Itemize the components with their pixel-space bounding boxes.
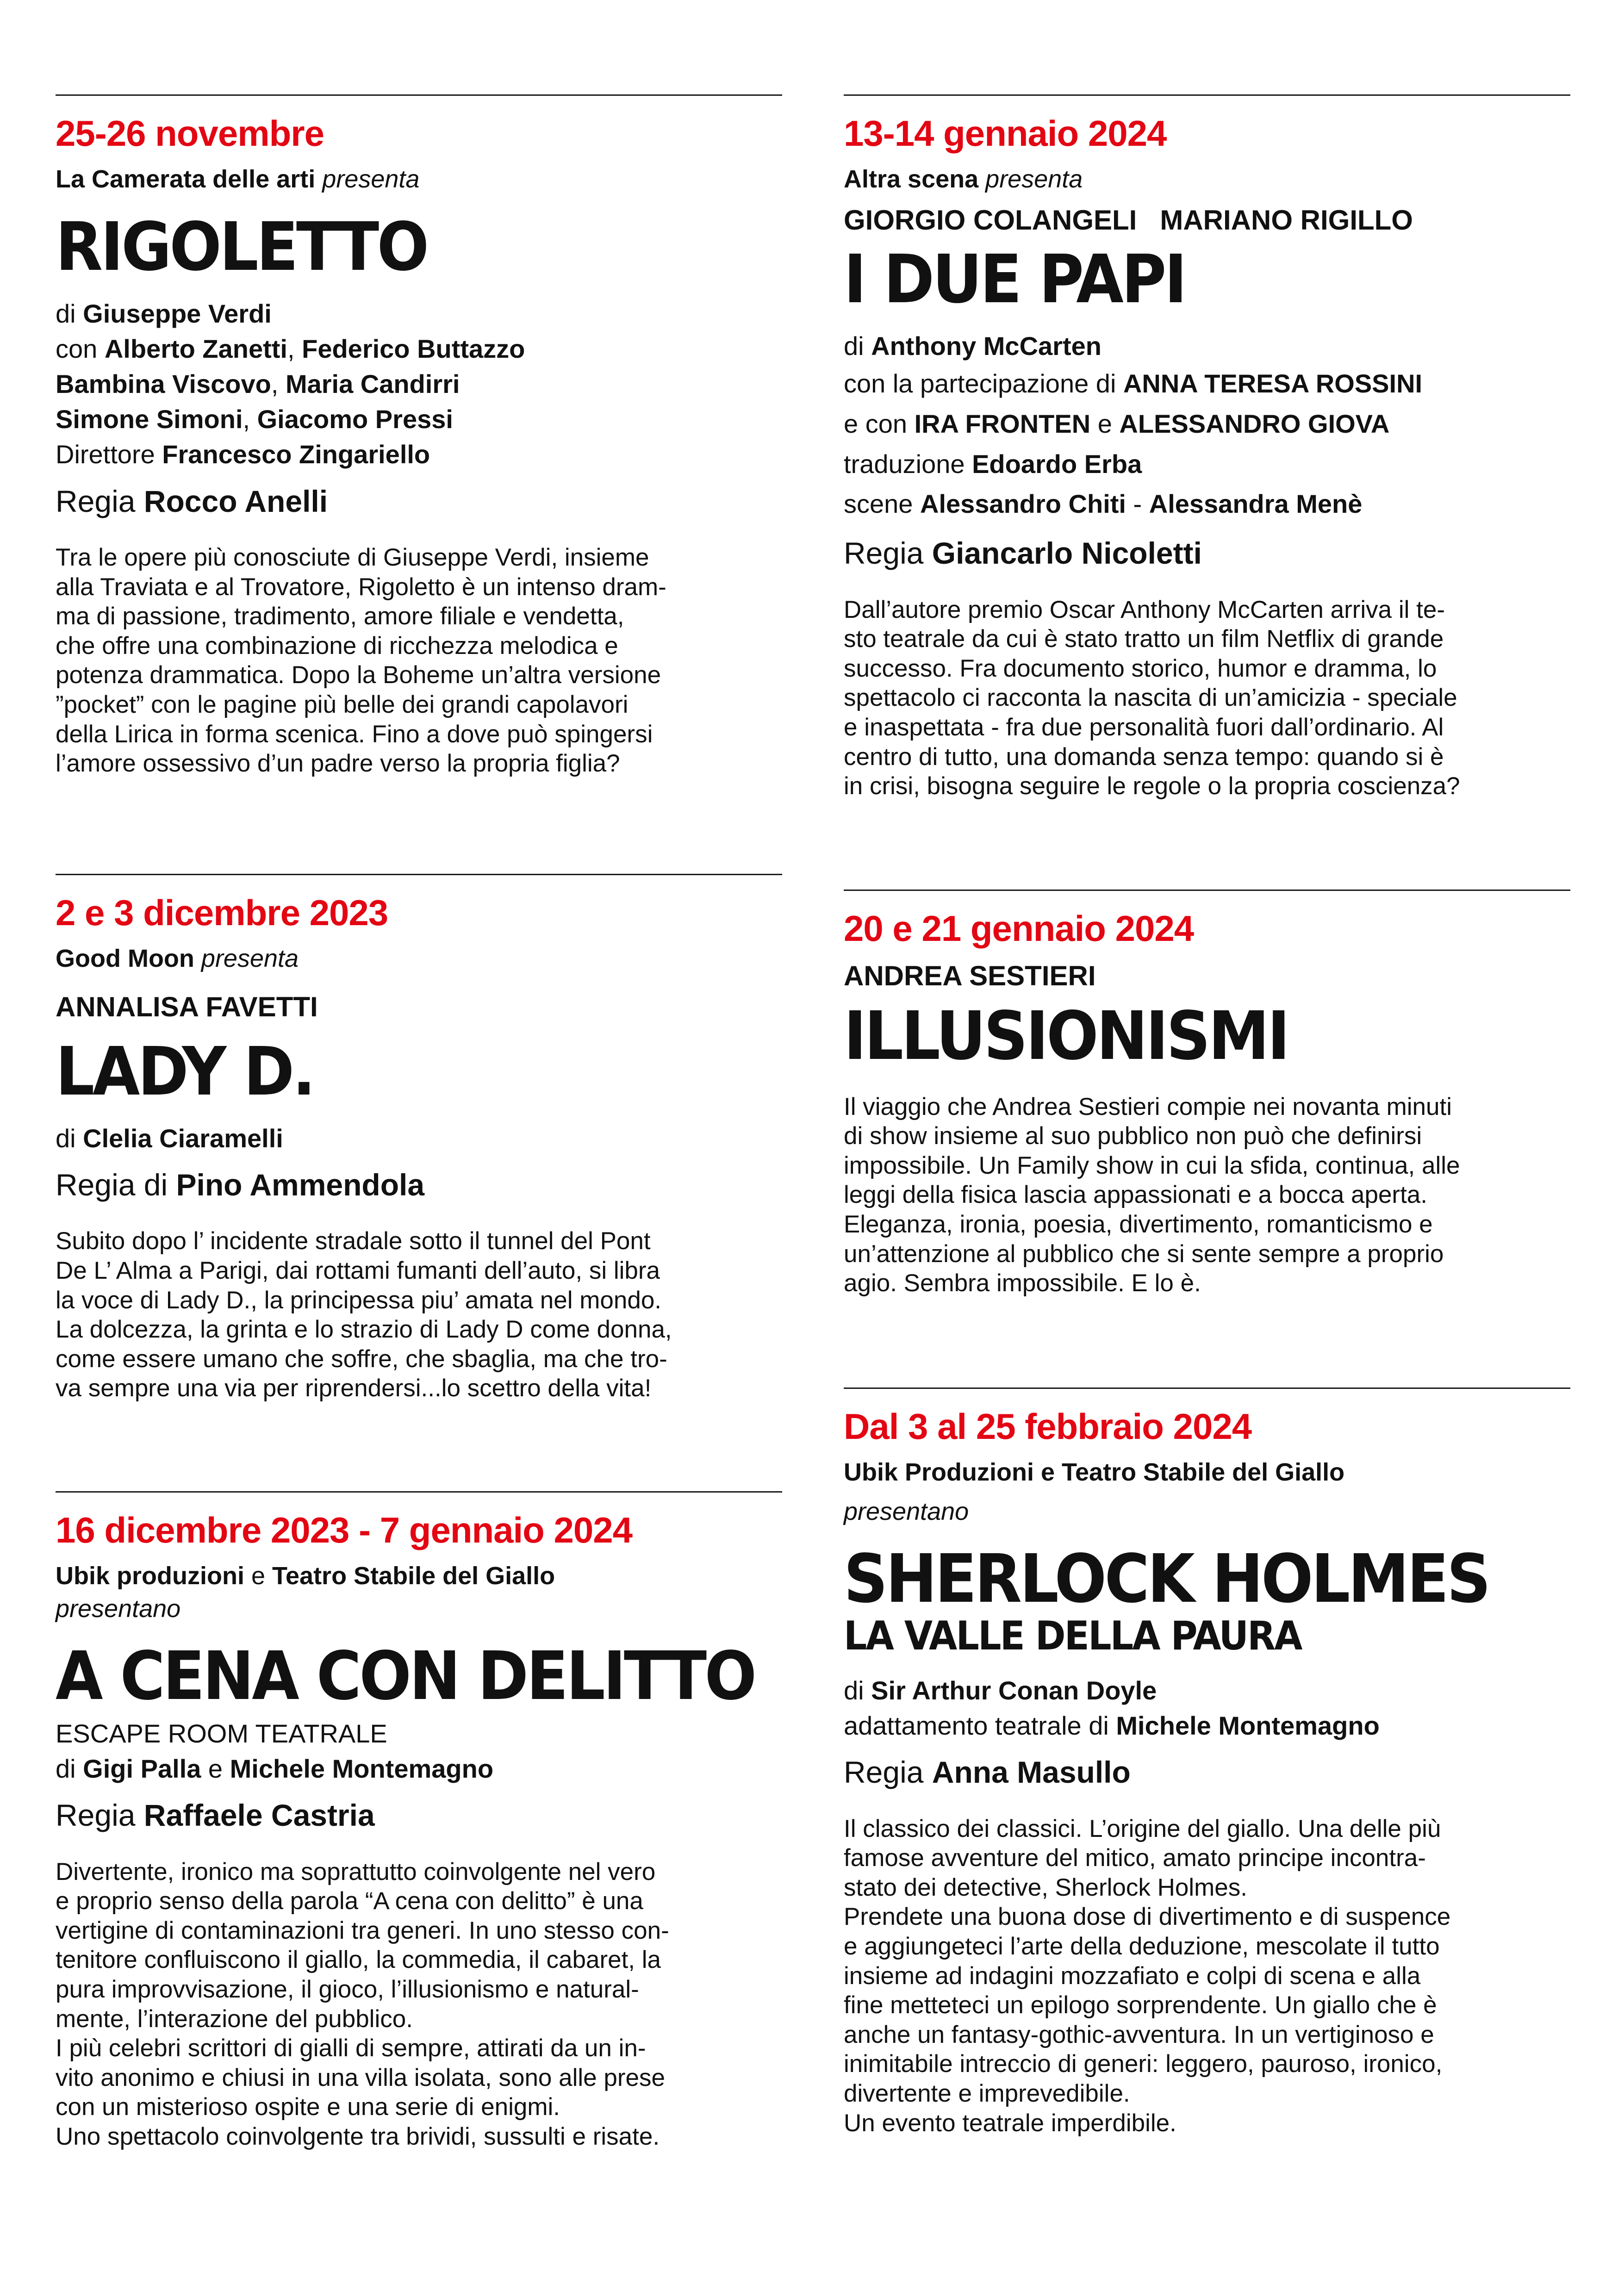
lead-actor: ANNALISA FAVETTI <box>56 991 318 1022</box>
description-line: vertigine di contaminazioni tra generi. In uno stesso con- <box>56 1916 669 1944</box>
translation-prefix: traduzione <box>844 449 965 479</box>
author-name: Anthony McCarten <box>871 331 1101 361</box>
description-line: famose avventure del mitico, amato principe incontra- <box>844 1844 1426 1872</box>
show-title: SHERLOCK HOLMES <box>844 1539 1489 1618</box>
cast-member: Bambina Viscovo <box>56 369 271 399</box>
con-name: ALESSANDRO GIOVA <box>1119 409 1390 438</box>
event-a-cena-con-delitto <box>56 1491 782 2152</box>
regia-line <box>56 480 782 523</box>
regia-name: Pino Ammendola <box>176 1167 425 1202</box>
presenter-line <box>56 942 782 975</box>
description-line: ma di passione, tradimento, amore filiale e vendetta, <box>56 603 624 630</box>
presenter-name: La Camerata delle arti <box>56 165 316 193</box>
regia-name: Rocco Anelli <box>143 484 328 518</box>
adaptation-name: Michele Montemagno <box>1116 1711 1380 1741</box>
author-line <box>56 296 782 331</box>
show-description <box>844 1814 1570 2138</box>
presenter-name: Good Moon <box>56 945 194 973</box>
description-line: va sempre una via per riprendersi...lo scettro della vita! <box>56 1375 652 1402</box>
partecipazione-name: ANNA TERESA ROSSINI <box>1123 368 1423 398</box>
author-name: Clelia Ciaramelli <box>83 1123 283 1153</box>
presenter-name: Ubik Produzioni e Teatro Stabile del Giallo <box>844 1458 1345 1487</box>
description-line: Prendete una buona dose di divertimento e di suspence <box>844 1903 1451 1931</box>
director-line <box>56 437 782 472</box>
scene-line <box>844 484 1570 524</box>
lead-actor: ANDREA SESTIERI <box>844 960 1096 992</box>
cast-separator: , <box>243 404 250 434</box>
author-prefix: di <box>56 1754 76 1784</box>
con-conjunction: e <box>1097 409 1112 438</box>
description-line: Subito dopo l’ incidente stradale sotto il tunnel del Pont <box>56 1227 651 1255</box>
show-description <box>56 1857 782 2152</box>
description-line: e aggiungeteci l’arte della deduzione, mescolate il tutto <box>844 1932 1440 1960</box>
description-line: Uno spettacolo coinvolgente tra brividi, sussulti e risate. <box>56 2123 660 2151</box>
description-line: Un evento teatrale imperdibile. <box>844 2109 1176 2137</box>
cast-member: Giacomo Pressi <box>257 404 453 434</box>
event-date: 25-26 novembre <box>56 113 324 154</box>
adaptation-line <box>844 1708 1570 1743</box>
event-rigoletto <box>56 94 782 778</box>
lead-actor: GIORGIO COLANGELI <box>844 204 1137 236</box>
cast-member: Alberto Zanetti <box>104 334 287 363</box>
description-line: Tra le opere più conosciute di Giuseppe Verdi, insieme <box>56 543 649 571</box>
event-lady-d <box>56 874 782 1403</box>
description-line: Divertente, ironico ma soprattutto coinvolgente nel vero <box>56 1858 656 1885</box>
description-line: della Lirica in forma scenica. Fino a dove può spingersi <box>56 720 653 748</box>
description-line: alla Traviata e al Trovatore, Rigoletto è un intenso dram- <box>56 573 666 601</box>
cast-member: Federico Buttazzo <box>302 334 525 363</box>
author-line <box>844 329 1570 364</box>
event-date: 2 e 3 dicembre 2023 <box>56 892 388 933</box>
show-description <box>844 1092 1570 1298</box>
show-subtitle: LA VALLE DELLA PAURA <box>844 1613 1301 1659</box>
regia-name: Anna Masullo <box>932 1755 1131 1790</box>
author-name: Sir Arthur Conan Doyle <box>871 1675 1157 1705</box>
presenter-line <box>56 163 782 195</box>
description-line: inimitabile intreccio di generi: leggero, pauroso, ironico, <box>844 2050 1443 2078</box>
translator-name: Edoardo Erba <box>972 449 1142 479</box>
regia-name: Raffaele Castria <box>143 1798 375 1833</box>
lead-actor: MARIANO RIGILLO <box>1160 204 1413 236</box>
divider <box>56 94 782 96</box>
show-title: ILLUSIONISMI <box>844 997 1288 1075</box>
author-name: Gigi Palla <box>83 1754 201 1784</box>
presenter-line <box>844 1456 1570 1488</box>
regia-name: Giancarlo Nicoletti <box>932 536 1202 571</box>
description-line: vito anonimo e chiusi in una villa isolata, sono alle prese <box>56 2064 665 2091</box>
show-title: RIGOLETTO <box>56 207 427 286</box>
description-line: e proprio senso della parola “A cena con delitto” è una <box>56 1887 643 1915</box>
lead-actors <box>844 202 1570 238</box>
event-i-due-papi <box>844 94 1570 801</box>
regia-line <box>844 1751 1570 1793</box>
show-description <box>844 595 1570 801</box>
description-line: Il viaggio che Andrea Sestieri compie nei novanta minuti <box>844 1093 1452 1120</box>
author-prefix: di <box>844 1675 864 1705</box>
regia-prefix: Regia <box>844 1755 924 1790</box>
translation-line <box>844 444 1570 485</box>
show-title: I DUE PAPI <box>844 240 1185 318</box>
presenter-verb-line <box>56 1593 782 1625</box>
show-description <box>56 1226 782 1403</box>
description-line: che offre una combinazione di ricchezza melodica e <box>56 632 618 660</box>
description-line: mente, l’interazione del pubblico. <box>56 2005 413 2033</box>
cast-line-2 <box>56 367 782 402</box>
regia-prefix: Regia <box>56 484 136 518</box>
description-line: fine metteteci un epilogo sorprendente. Un giallo che è <box>844 1991 1437 2019</box>
presenter-verb-line <box>844 1495 1570 1528</box>
presenter-name: Altra scena <box>844 165 979 193</box>
scene-name: Alessandro Chiti <box>920 489 1126 519</box>
description-line: La dolcezza, la grinta e lo strazio di Lady D come donna, <box>56 1316 672 1344</box>
description-line: sto teatrale da cui è stato tratto un film Netflix di grande <box>844 625 1444 653</box>
show-title: LADY D. <box>56 1032 314 1110</box>
regia-prefix: Regia <box>56 1798 136 1833</box>
cast-separator: , <box>287 334 295 363</box>
description-line: tenitore confluiscono il giallo, la commedia, il cabaret, la <box>56 1946 661 1974</box>
description-line: divertente e imprevedibile. <box>844 2079 1130 2107</box>
event-date: 20 e 21 gennaio 2024 <box>844 908 1194 949</box>
description-line: spettacolo ci racconta la nascita di un’amicizia - speciale <box>844 684 1457 712</box>
description-line: De L’ Alma a Parigi, dai rottami fumanti dell’auto, si libra <box>56 1257 660 1284</box>
author-name: Michele Montemagno <box>230 1754 494 1784</box>
cast-prefix: con <box>56 334 98 363</box>
cast-line-3 <box>56 402 782 437</box>
regia-prefix: Regia <box>844 536 924 571</box>
event-illusionismi <box>844 890 1570 1298</box>
divider <box>844 890 1570 891</box>
divider <box>844 1388 1570 1389</box>
author-prefix: di <box>844 331 864 361</box>
partecipazione-line <box>844 364 1570 404</box>
description-line: insieme ad indagini mozzafiato e colpi di scena e alla <box>844 1962 1421 1990</box>
divider <box>56 874 782 875</box>
author-conjunction: e <box>208 1754 223 1784</box>
event-date: Dal 3 al 25 febbraio 2024 <box>844 1406 1252 1447</box>
author-line <box>56 1751 782 1786</box>
presenter-verb: presentano <box>56 1594 181 1623</box>
presenter-conjunction: e <box>251 1562 266 1590</box>
event-date: 13-14 gennaio 2024 <box>844 113 1167 154</box>
cast-member: Simone Simoni <box>56 404 243 434</box>
author-name: Giuseppe Verdi <box>83 299 272 328</box>
cast-member: Maria Candirri <box>285 369 460 399</box>
show-description <box>56 543 782 778</box>
presenter-verb: presenta <box>322 165 420 193</box>
event-sherlock-holmes <box>844 1388 1570 2138</box>
presenter-verb: presenta <box>201 945 299 973</box>
description-line: leggi della fisica lascia appassionati e a bocca aperta. <box>844 1181 1428 1209</box>
regia-prefix: Regia di <box>56 1167 168 1202</box>
regia-line <box>844 532 1570 574</box>
description-line: agio. Sembra impossibile. E lo è. <box>844 1269 1201 1297</box>
author-line <box>844 1673 1570 1708</box>
adaptation-prefix: adattamento teatrale di <box>844 1711 1109 1741</box>
partecipazione-prefix: con la partecipazione di <box>844 368 1116 398</box>
description-line: anche un fantasy-gothic-avventura. In un vertiginoso e <box>844 2021 1434 2048</box>
description-line: Dall’autore premio Oscar Anthony McCarten arriva il te- <box>844 596 1445 623</box>
description-line: I più celebri scrittori di gialli di sempre, attirati da un in- <box>56 2035 646 2062</box>
director-name: Francesco Zingariello <box>162 440 430 469</box>
regia-line <box>56 1794 782 1836</box>
presenter-name: Ubik produzioni <box>56 1562 244 1590</box>
description-line: ”pocket” con le pagine più belle dei grandi capolavori <box>56 691 629 718</box>
scene-separator: - <box>1133 489 1142 519</box>
description-line: stato dei detective, Sherlock Holmes. <box>844 1873 1247 1901</box>
description-line: impossibile. Un Family show in cui la sfida, continua, alle <box>844 1151 1460 1179</box>
presenter-line <box>844 163 1570 195</box>
description-line: pura improvvisazione, il gioco, l’illusionismo e natural- <box>56 1976 639 2004</box>
cast-line-1 <box>56 331 782 367</box>
description-line: come essere umano che soffre, che sbaglia, ma che tro- <box>56 1345 667 1373</box>
scene-name: Alessandra Menè <box>1149 489 1363 519</box>
author-line <box>56 1121 782 1156</box>
description-line: successo. Fra documento storico, humor e dramma, lo <box>844 654 1437 682</box>
divider <box>844 94 1570 96</box>
description-line: Eleganza, ironia, poesia, divertimento, romanticismo e <box>844 1211 1433 1238</box>
scene-prefix: scene <box>844 489 913 519</box>
description-line: con un misterioso ospite e una serie di enigmi. <box>56 2093 560 2121</box>
regia-line <box>56 1164 782 1206</box>
description-line: e inaspettata - fra due personalità fuori dall’ordinario. Al <box>844 713 1444 741</box>
presenter-name: Teatro Stabile del Giallo <box>272 1562 555 1590</box>
description-line: l’amore ossessivo d’un padre verso la propria figlia? <box>56 750 620 778</box>
presenter-verb: presentano <box>844 1497 969 1525</box>
author-prefix: di <box>56 1123 76 1153</box>
description-line: centro di tutto, una domanda senza tempo: quando si è <box>844 743 1444 771</box>
author-prefix: di <box>56 299 76 328</box>
description-line: Il classico dei classici. L’origine del giallo. Una delle più <box>844 1815 1441 1842</box>
con-name: IRA FRONTEN <box>914 409 1091 438</box>
presenter-verb: presenta <box>985 165 1083 193</box>
director-prefix: Direttore <box>56 440 155 469</box>
description-line: in crisi, bisogna seguire le regole o la propria coscienza? <box>844 772 1460 800</box>
description-line: la voce di Lady D., la principessa piu’ amata nel mondo. <box>56 1286 662 1314</box>
con-line <box>844 404 1570 444</box>
con-prefix: e con <box>844 409 907 438</box>
description-line: di show insieme al suo pubblico non può che definirsi <box>844 1122 1422 1150</box>
presenter-line <box>56 1560 782 1592</box>
cast-separator: , <box>271 369 279 399</box>
show-title: A CENA CON DELITTO <box>56 1636 755 1715</box>
divider <box>56 1491 782 1493</box>
genre-line: ESCAPE ROOM TEATRALE <box>56 1719 387 1748</box>
event-date: 16 dicembre 2023 - 7 gennaio 2024 <box>56 1510 633 1550</box>
description-line: potenza drammatica. Dopo la Boheme un’altra versione <box>56 661 661 689</box>
description-line: un’attenzione al pubblico che si sente sempre a proprio <box>844 1240 1444 1268</box>
